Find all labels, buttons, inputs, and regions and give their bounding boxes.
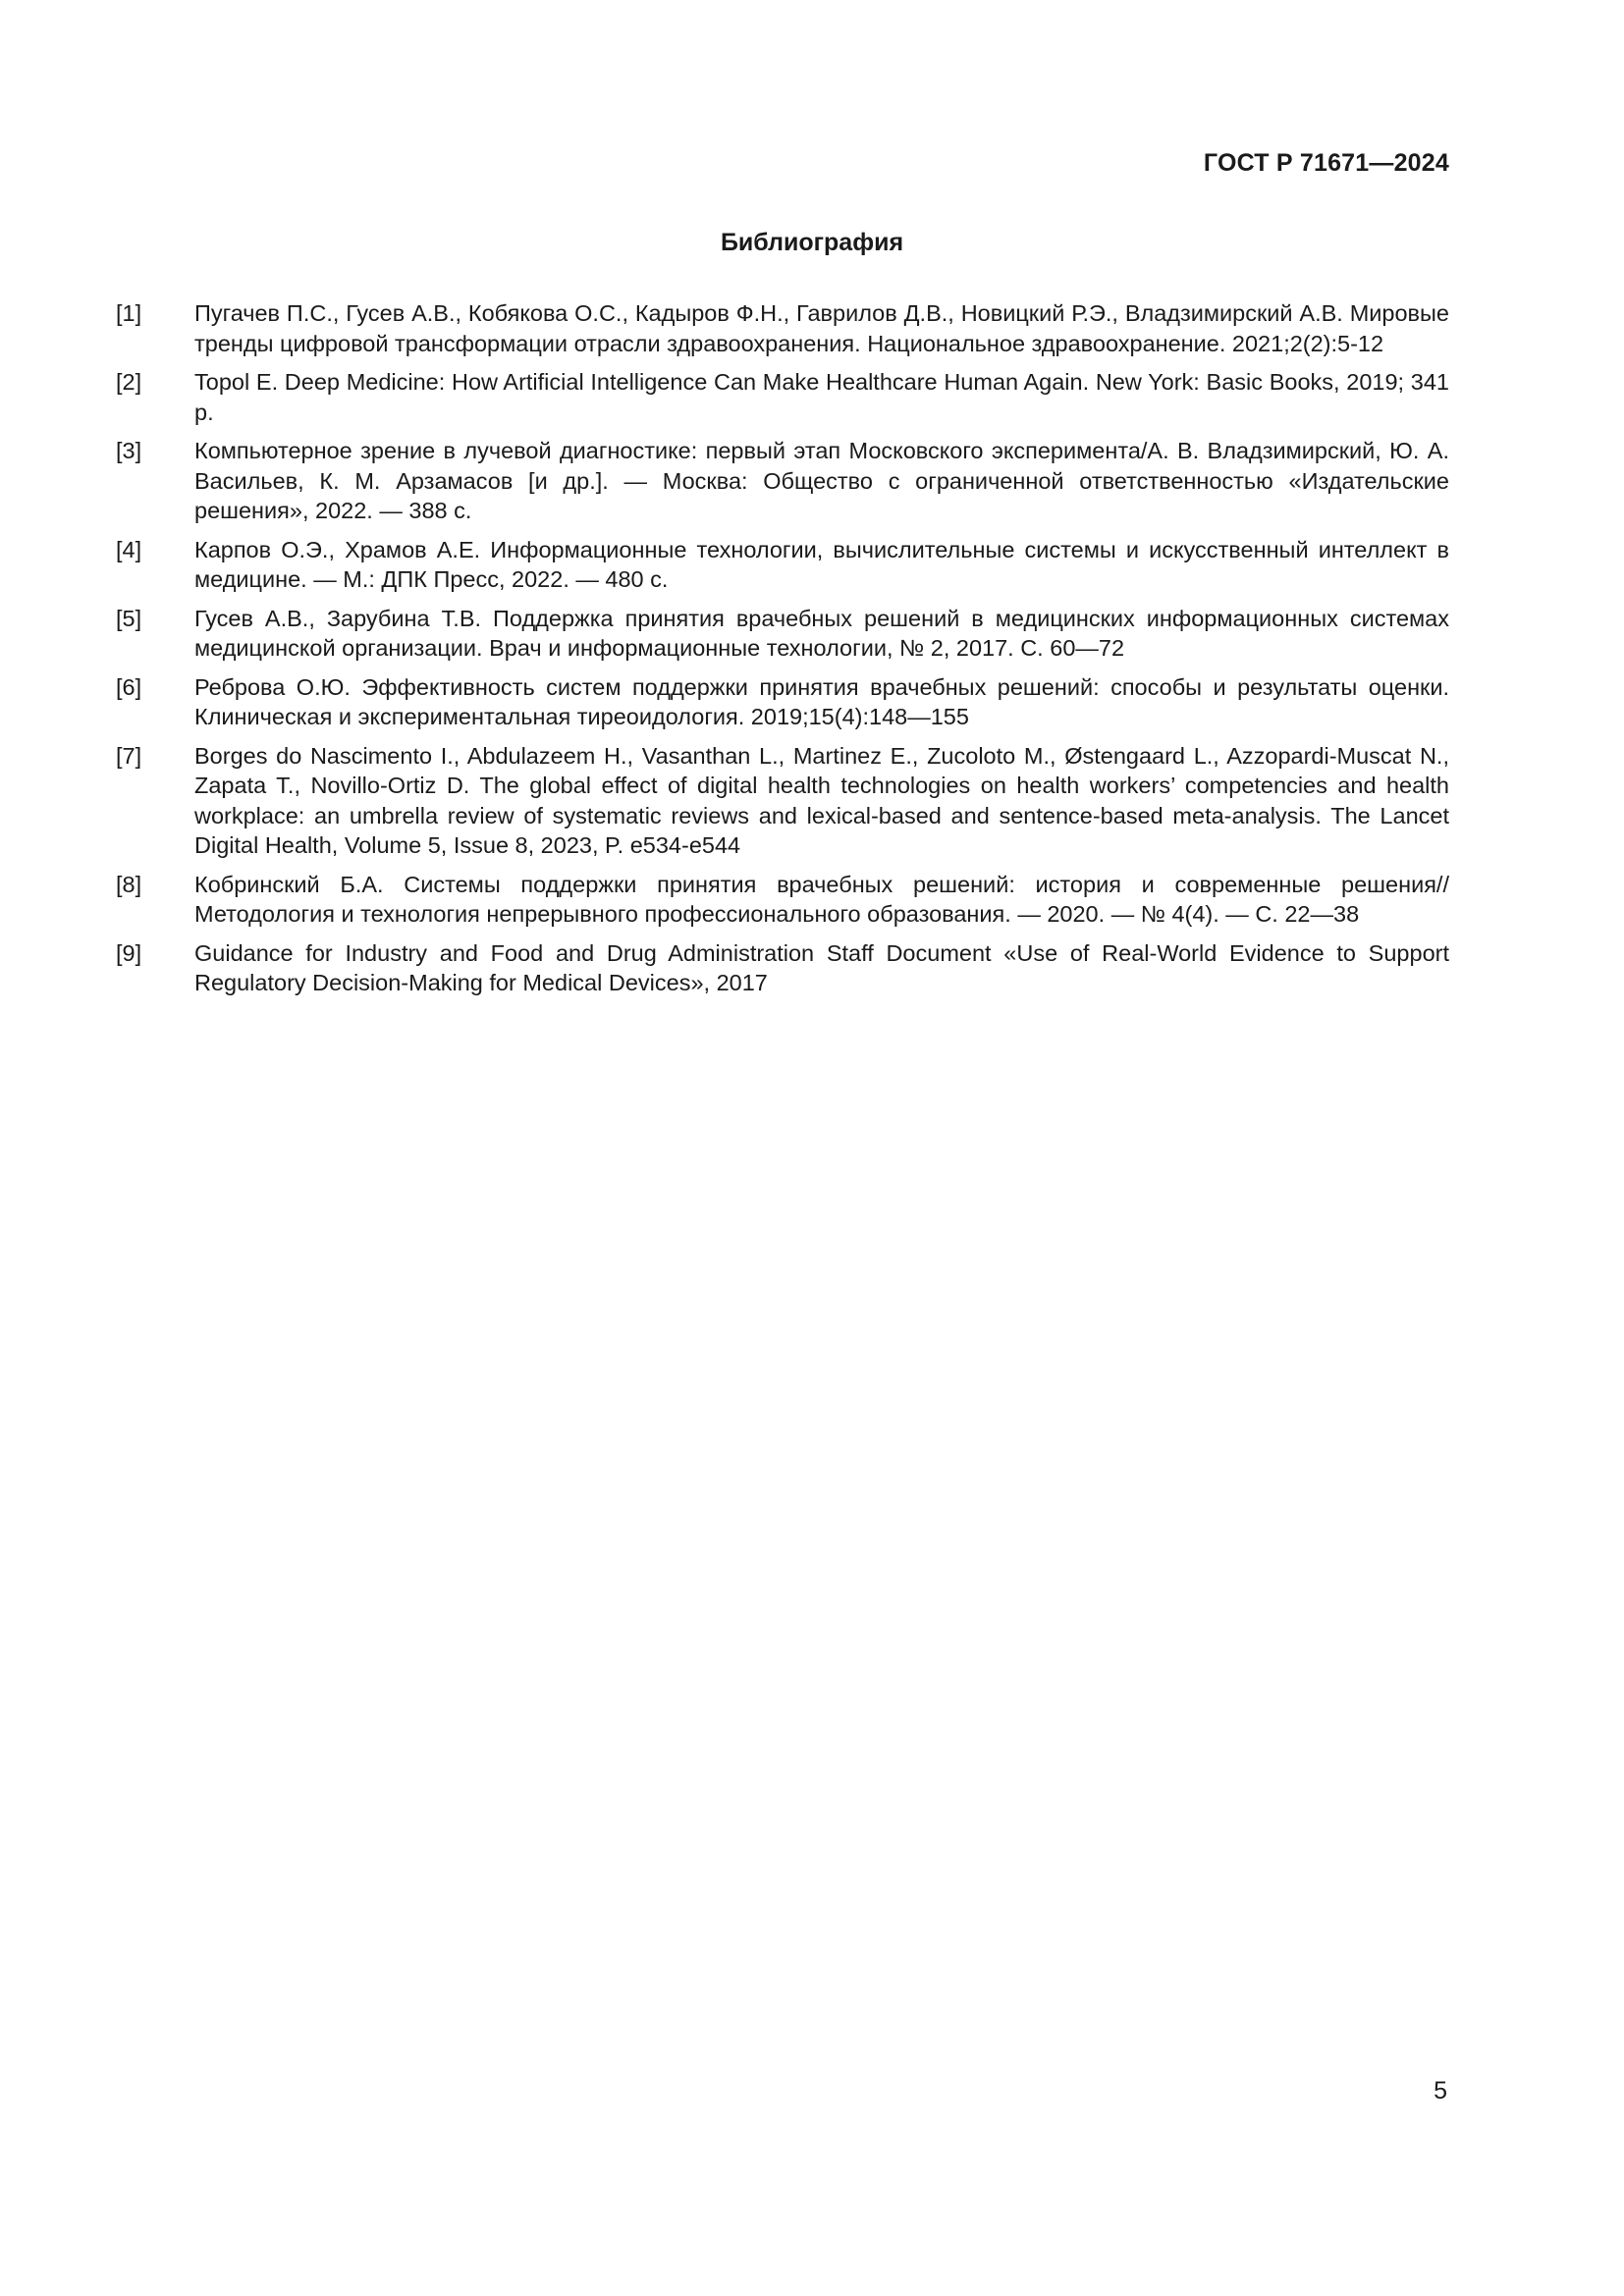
reference-number: [3] [116, 438, 142, 463]
reference-text: Пугачев П.С., Гусев А.В., Кобякова О.С., Кадыров Ф.Н., Гаврилов Д.В., Новицкий Р.Э., Владзимирский А.В. Мировые тренды цифровой трансформации отрасли здравоохранения. Национальное здравоохранение. 2021;2(2):5-12 [194, 300, 1449, 356]
reference-text: Topol E. Deep Medicine: How Artificial Intelligence Can Make Healthcare Human Again. New York: Basic Books, 2019; 341 p. [194, 369, 1449, 425]
reference-number: [2] [116, 369, 142, 395]
document-code: ГОСТ Р 71671—2024 [1203, 149, 1449, 177]
reference-text: Гусев А.В., Зарубина Т.В. Поддержка принятия врачебных решений в медицинских информационных системах медицинской организации. Врач и информационные технологии, № 2, 2017. С. 60—72 [194, 605, 1449, 661]
bibliography-item [116, 535, 1449, 595]
reference-number: [9] [116, 939, 142, 966]
page-number: 5 [1434, 2077, 1447, 2105]
reference-text: Реброва О.Ю. Эффективность систем поддержки принятия врачебных решений: способы и результаты оценки. Клиническая и экспериментальная тиреоидология. 2019;15(4):148—155 [194, 673, 1449, 729]
reference-number: [8] [116, 871, 142, 897]
bibliography-item [116, 672, 1449, 732]
reference-number: [1] [116, 300, 142, 326]
reference-number: [4] [116, 536, 142, 562]
bibliography-list [116, 298, 1449, 1007]
bibliography-item [116, 870, 1449, 930]
bibliography-item [116, 938, 1449, 998]
bibliography-item [116, 604, 1449, 664]
bibliography-item [116, 741, 1449, 861]
reference-number: [5] [116, 605, 142, 631]
bibliography-item [116, 298, 1449, 358]
reference-text: Кобринский Б.А. Системы поддержки принятия врачебных решений: история и современные решения// Методология и технология непрерывного профессионального образования. — 2020. — № 4(4). — С. 22—38 [194, 871, 1449, 927]
reference-text: Карпов О.Э., Храмов А.Е. Информационные технологии, вычислительные системы и искусственный интеллект в медицине. — М.: ДПК Пресс, 2022. — 480 с. [194, 536, 1449, 592]
page-title: Библиография [720, 229, 904, 256]
bibliography-item [116, 436, 1449, 526]
reference-text: Компьютерное зрение в лучевой диагностике: первый этап Московского эксперимента/А. В. Владзимирский, Ю. А. Васильев, К. М. Арзамасов [и др.]. — Москва: Общество с ограниченной ответственностью «Издательские решения», 2022. — 388 с. [194, 438, 1449, 523]
reference-number: [6] [116, 673, 142, 700]
reference-number: [7] [116, 742, 142, 769]
reference-text: Guidance for Industry and Food and Drug Administration Staff Document «Use of Real-World Evidence to Support Regulatory Decision-Making for Medical Devices», 2017 [194, 939, 1449, 995]
reference-text: Borges do Nascimento I., Abdulazeem H., Vasanthan L., Martinez E., Zucoloto M., Østengaard L., Azzopardi-Muscat N., Zapata T., Novillo-Ortiz D. The global effect of digital health technologies on health workers’ competencies and health workplace: an umbrella review of systematic reviews and lexical-based and sentence-based meta-analysis. The Lancet Digital Health, Volume 5, Issue 8, 2023, P. e534-e544 [194, 742, 1449, 858]
bibliography-item [116, 367, 1449, 427]
